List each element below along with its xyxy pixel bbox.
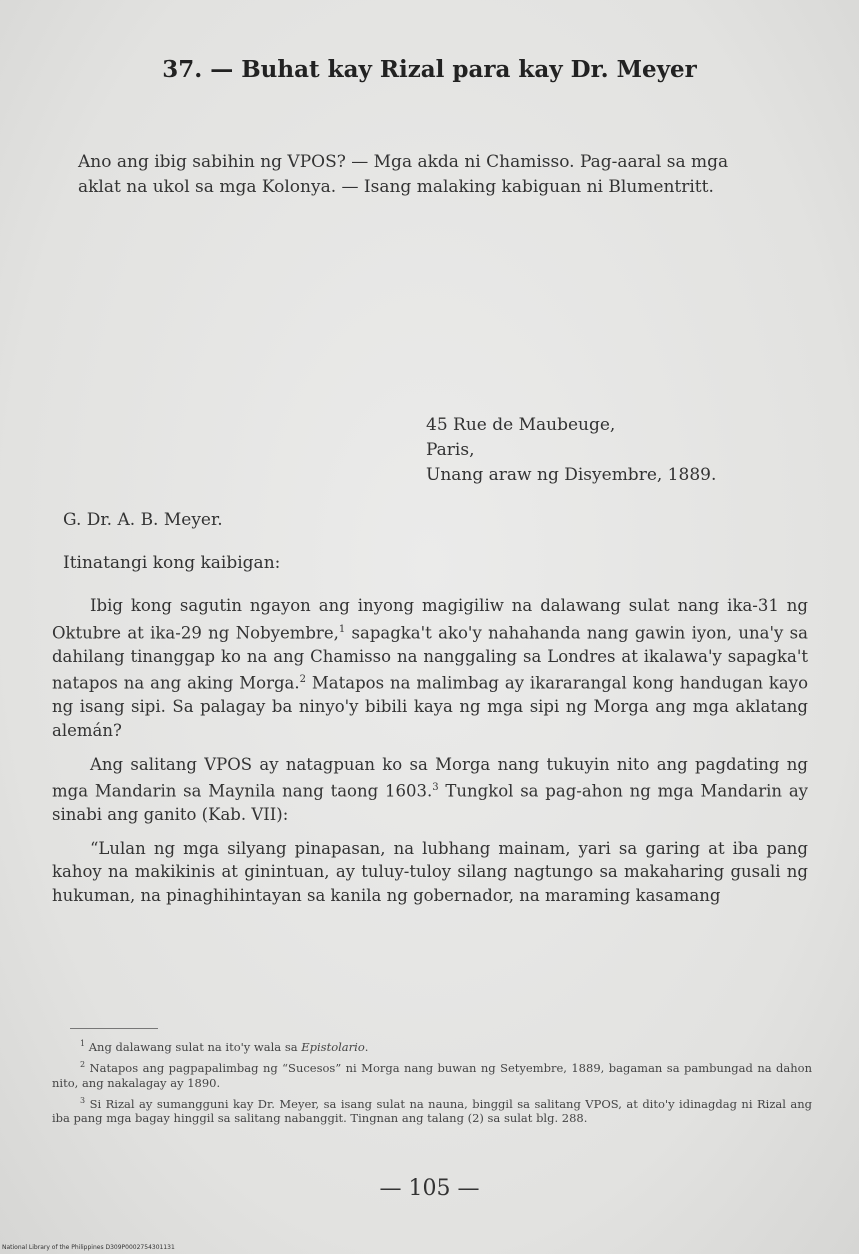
footnote-1-mark: 1 [80,1039,86,1048]
footnote-marker-3: 3 [432,782,439,794]
footnote-2-text: Natapos ang pagpapalimbag ng “Sucesos” ni Morga nang buwan ng Setyembre, 1889, bagaman sa pambungad na dahon nito, ang nakalagay ay 1890. [52,1060,812,1090]
footnote-1-italic: Epistolario [301,1039,365,1054]
archive-credit: National Library of the Philippines D309P0002754301131 [2,1244,175,1251]
footnote-3-text: Si Rizal ay sumangguni kay Dr. Meyer, sa isang sulat na nauna, binggil sa salitang VPOS, at dito'y idinagdag ni Rizal ang iba pang mga bagay hinggil sa salitang nabanggit. Tingnan ang talang (2) sa sulat blg. 288. [52,1096,813,1126]
address-city: Paris, [426,440,475,460]
footnotes [52,1036,812,1128]
address-street: 45 Rue de Maubeuge, [426,415,616,435]
footnote-marker-2: 2 [299,674,307,686]
paragraph-3: “Lulan ng mga silyang pinapasan, na lubhang mainam, yari sa garing at iba pang kahoy na makikinis at ginintuan, ay tuluy-tuloy silang nagtungo sa makaharing gusali ng hukuman, na pinaghihintayan sa kanila ng gobernador, na maraming kasamang [52,838,808,906]
sender-address [426,413,716,488]
footnote-1-text: Ang dalawang sulat na ito'y wala sa [88,1039,302,1054]
page-number: — 105 — [379,1176,480,1201]
footnote-2 [52,1057,812,1091]
paragraph-1-part-b: sapagka't ako'y nahahanda nang gawin iyon, una'y sa dahilang tinanggap ko na ang Chamisso na nanggaling sa Londres at ikalawa'y sapagka't natapos na ang aking Morga. [52,623,808,693]
paragraph-1-part-a: Ibig kong sagutin ngayon ang inyong magigiliw na dalawang sulat nang ika-31 ng Oktubre at ika-29 ng Nobyembre, [52,596,808,643]
footnote-3-mark: 3 [80,1095,86,1105]
letter-body [52,594,808,918]
letter-summary [78,150,768,200]
paragraph-2 [52,753,808,827]
paragraph-1 [52,594,808,743]
paragraph-2-part-a: Ang salitang VPOS ay natagpuan ko sa Morga nang tukuyin nito ang pagdating ng mga Mandarin sa Maynila nang taong 1603. [52,754,808,801]
address-date: Unang araw ng Disyembre, 1889. [426,465,717,485]
footnote-1-end: . [364,1039,369,1054]
summary-text: Ano ang ibig sabihin ng VPOS? — Mga akda ni Chamisso. Pag-aaral sa mga aklat na ukol sa mga Kolonya. — Isang malaking kabiguan ni Blumentritt. [78,152,729,197]
letter-title: 37. — Buhat kay Rizal para kay Dr. Meyer [162,56,697,83]
footnote-3 [52,1093,812,1127]
footnote-marker-1: 1 [338,623,346,635]
footnote-rule [70,1028,158,1029]
paragraph-2-part-b: Tungkol sa pag-ahon ng mga Mandarin ay sinabi ang ganito (Kab. VII): [52,781,808,825]
recipient-name: G. Dr. A. B. Meyer. [63,510,223,530]
paragraph-1-part-c: Matapos na malimbag ay ikararangal kong handugan kayo ng isang sipi. Sa palagay ba ninyo'y bibili kaya ng mga sipi ng Morga ang mga aklatang alemán? [52,673,808,740]
footnote-2-mark: 2 [80,1059,86,1069]
footnote-1 [52,1036,812,1055]
salutation: Itinatangi kong kaibigan: [63,553,281,573]
